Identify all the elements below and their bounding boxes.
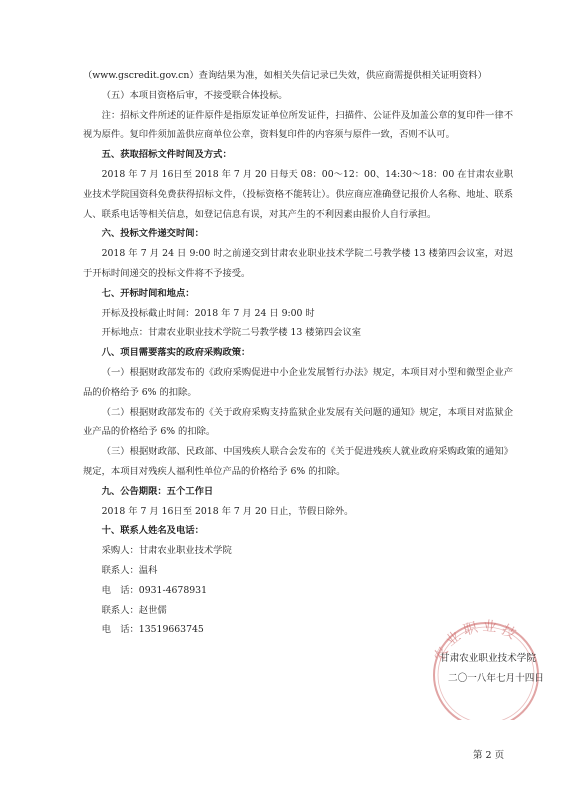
section-heading: 十、联系人姓名及电话： [101, 525, 204, 537]
paragraph: （五）本项目资格后审，不接受联合体投标。 [101, 89, 288, 101]
contact-line: 联系人：温科 [101, 564, 158, 576]
paragraph: （二）根据财政部发布的《关于政府采购支持监狱企业发展有关问题的通知》规定，本项目对监狱企业产品的价格给予 6% 的扣除。 [83, 406, 513, 438]
signature-organization: 甘肃农业职业技术学院 [440, 653, 536, 664]
page-number: 第 2 页 [473, 750, 505, 761]
paragraph: 注：招标文件所述的证件原件是指原发证单位所发证件，扫描件、公证件及加盖公章的复印件一律不视为原件。复印件须加盖供应商单位公章，资料复印件的内容须与原件一致，否则不认可。 [83, 109, 513, 141]
contact-line: 采购人：甘肃农业职业技术学院 [101, 545, 232, 557]
section-heading: 九、公告期限：五个工作日 [101, 485, 214, 497]
official-seal [420, 615, 550, 720]
paragraph: （三）根据财政部、民政部、中国残疾人联合会发布的《关于促进残疾人就业政府采购政策的通知》规定，本项目对残疾人福利性单位产品的价格给予 6% 的扣除。 [83, 446, 513, 477]
section-heading: 五、获取招标文件时间及方式： [101, 149, 232, 161]
seal-text: 农业职业技 [430, 618, 522, 665]
document-body [83, 66, 513, 640]
official-seal-icon [420, 615, 550, 720]
contact-line: 电 话：13519663745 [101, 624, 204, 636]
contact-line: 联系人：赵世儒 [101, 604, 167, 616]
paragraph: （一）根据财政部发布的《政府采购促进中小企业发展暂行办法》规定，本项目对小型和微型企业产品的价格给予 6% 的扣除。 [83, 366, 513, 398]
section-heading: 六、投标文件递交时间： [101, 228, 204, 240]
contact-line: 电 话：0931-4678931 [101, 584, 207, 596]
paragraph: 开标地点：甘肃农业职业技术学院二号教学楼 13 楼第四会议室 [101, 327, 362, 339]
paragraph: 开标及投标截止时间：2018 年 7 月 24 日 9:00 时 [101, 307, 315, 319]
paragraph: 2018 年 7 月 16日至 2018 年 7 月 20 日每天 08：00～12：00、14:30～18：00 在甘肃农业职业技术学院国资科免费获得招标文件，（投标资格不能转让）。供应商应准确登记报价人名称、地址、联系人、联系电话等相关信息，如登记信息有误，对其产生的不利因素由报价人自行承担。 [83, 168, 513, 220]
section-heading: 八、项目需要落实的政府采购政策： [101, 347, 251, 359]
section-heading: 七、开标时间和地点： [101, 287, 195, 299]
signature-date: 二〇一八年七月十四日 [448, 673, 544, 684]
paragraph: 2018 年 7 月 16日至 2018 年 7 月 20 日止，节假日除外。 [101, 505, 354, 517]
paragraph: 2018 年 7 月 24 日 9:00 时之前递交到甘肃农业职业技术学院二号教学楼 13 楼第四会议室，对迟于开标时间递交的投标文件将不予接受。 [83, 248, 513, 279]
paragraph: （www.gscredit.gov.cn）查询结果为准，如相关失信记录已失效，供应商需提供相关证明资料） [83, 70, 487, 81]
